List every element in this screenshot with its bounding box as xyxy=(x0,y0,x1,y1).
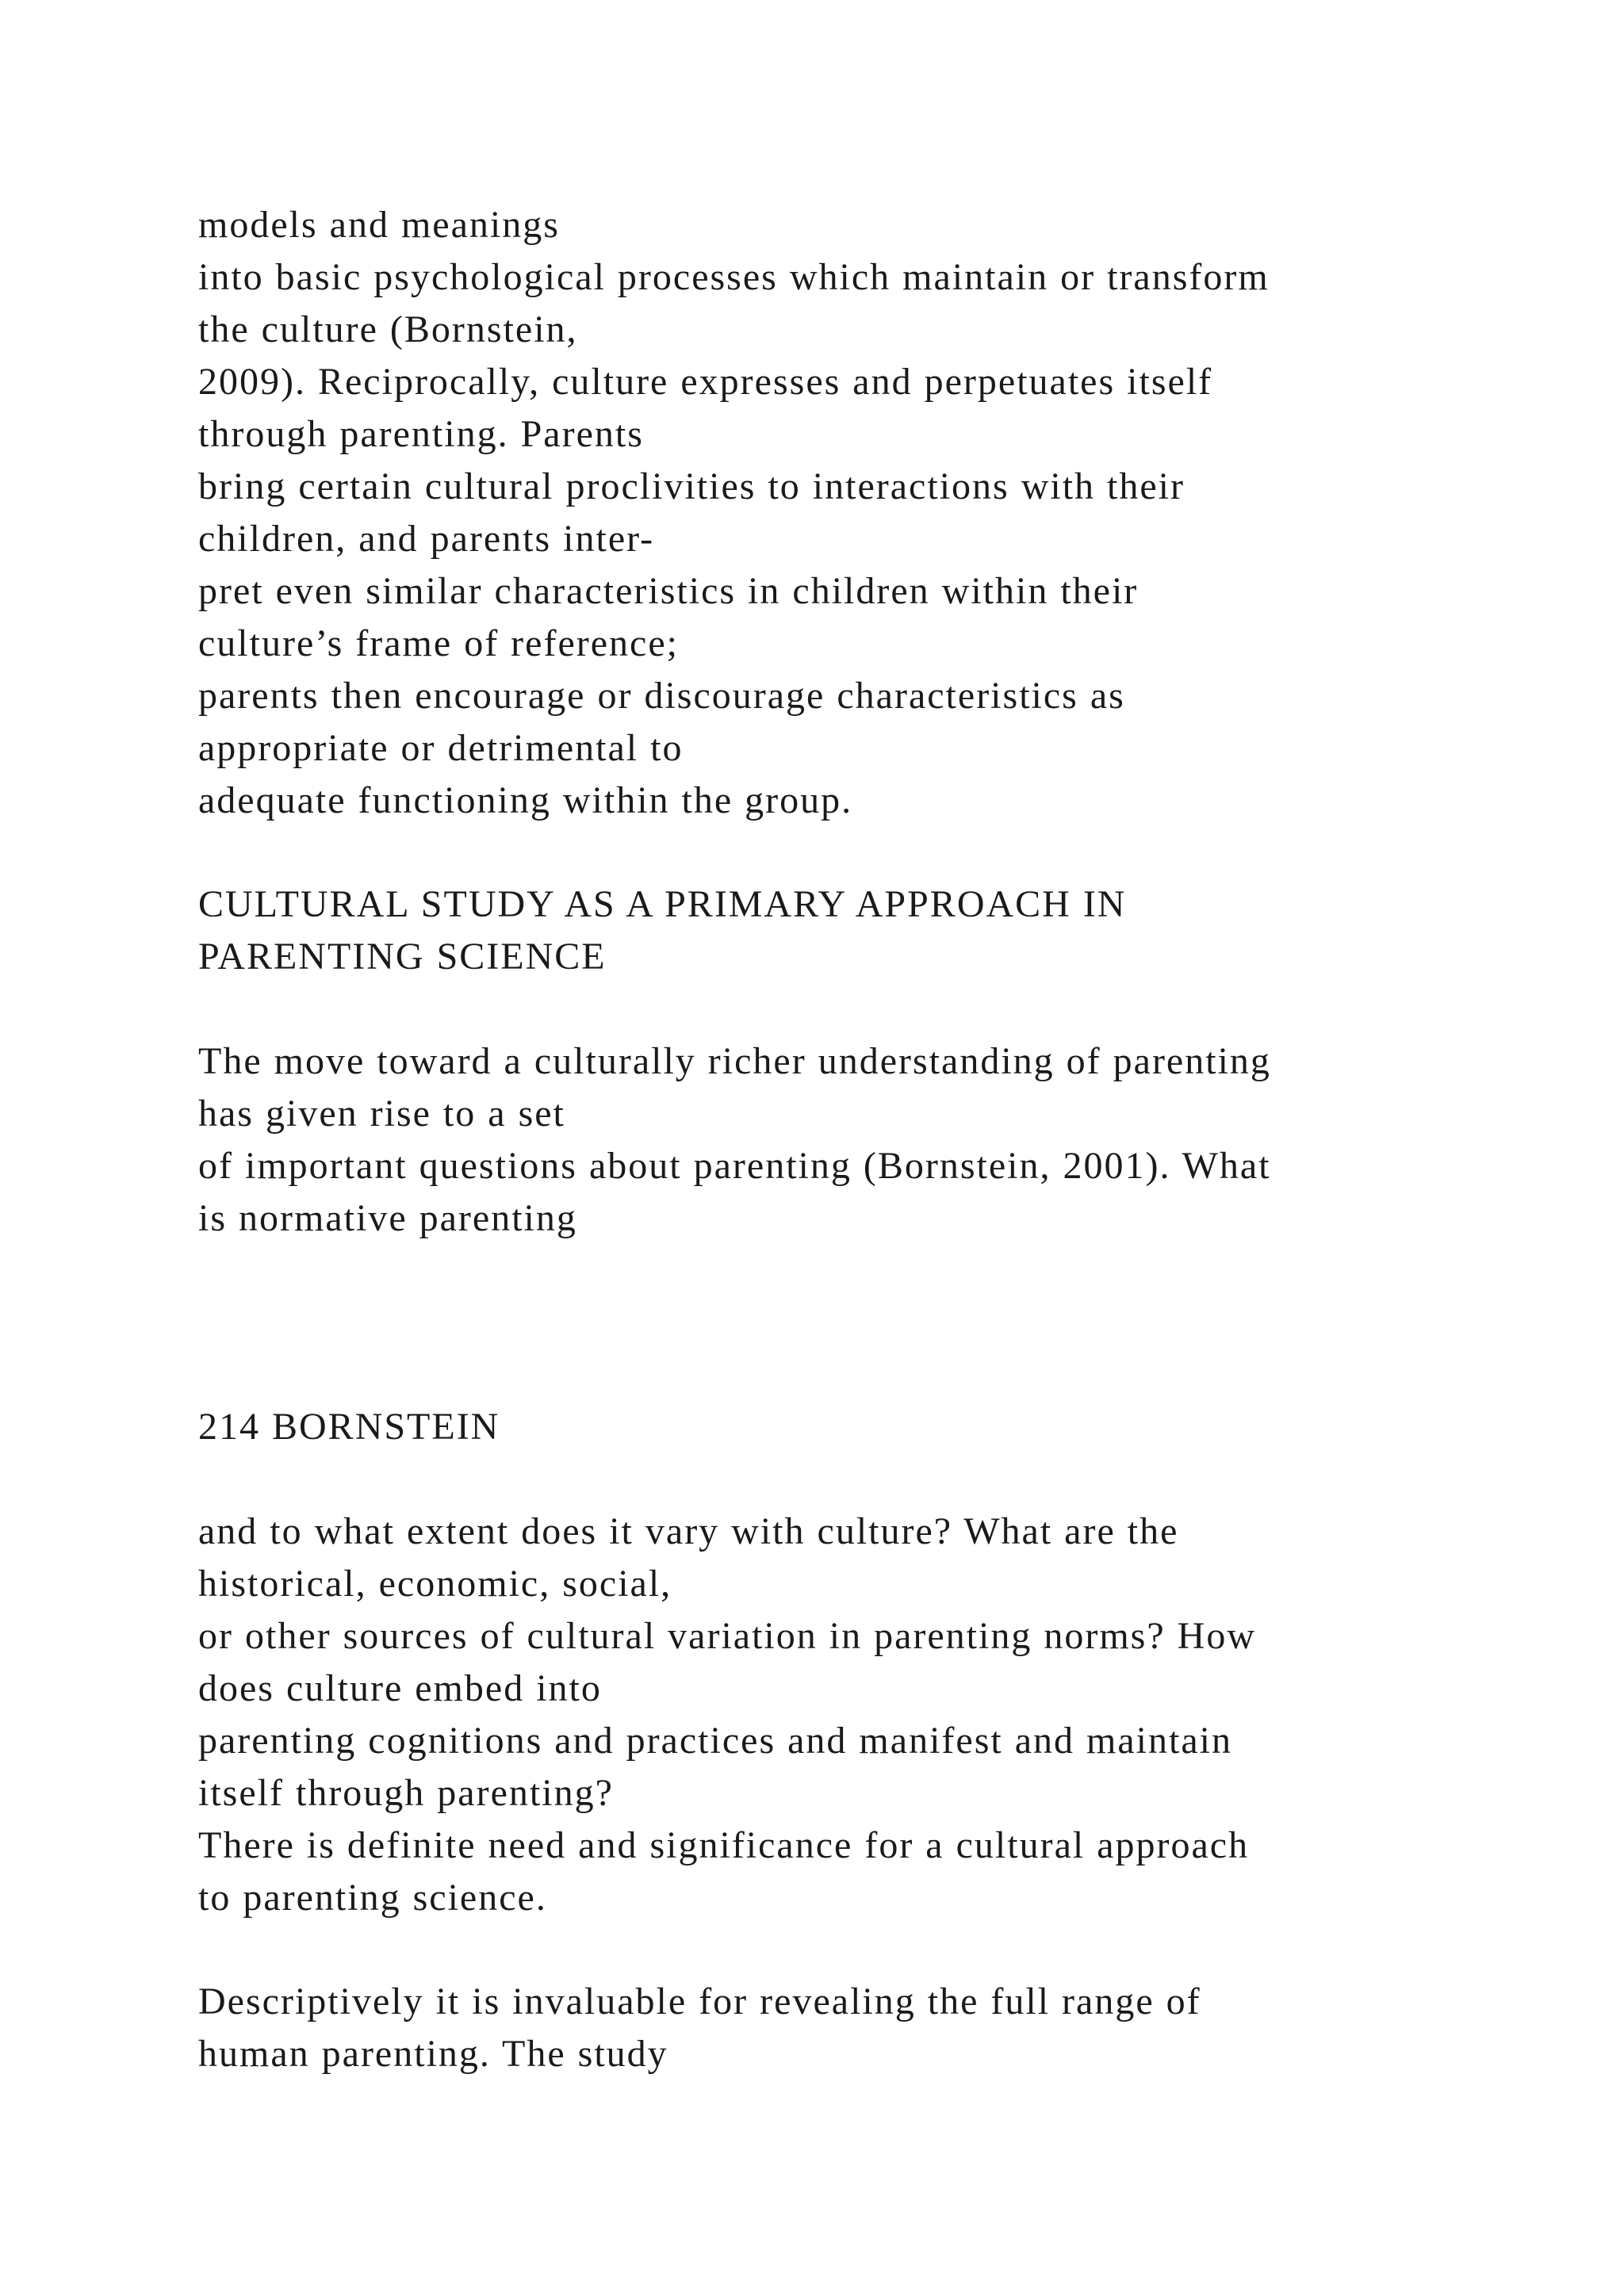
text-line: There is definite need and significance for a cultural approach xyxy=(198,1824,1250,1866)
running-header: 214 BORNSTEIN xyxy=(198,1406,500,1448)
text-line: through parenting. Parents xyxy=(198,413,644,455)
text-line: to parenting science. xyxy=(198,1877,547,1919)
text-line: bring certain cultural proclivities to interactions with their xyxy=(198,465,1185,507)
text-line: the culture (Bornstein, xyxy=(198,308,578,350)
text-line: historical, economic, social, xyxy=(198,1563,672,1605)
text-line: adequate functioning within the group. xyxy=(198,779,853,821)
section-heading: PARENTING SCIENCE xyxy=(198,936,607,978)
text-line: or other sources of cultural variation in parenting norms? How xyxy=(198,1615,1256,1657)
text-line: pret even similar characteristics in children within their xyxy=(198,570,1139,612)
text-line: is normative parenting xyxy=(198,1197,577,1239)
section-heading: CULTURAL STUDY AS A PRIMARY APPROACH IN xyxy=(198,883,1127,925)
text-line: culture’s frame of reference; xyxy=(198,622,679,664)
text-line: The move toward a culturally richer understanding of parenting xyxy=(198,1040,1271,1082)
text-line: and to what extent does it vary with culture? What are the xyxy=(198,1510,1179,1552)
text-line: into basic psychological processes which maintain or transform xyxy=(198,256,1270,298)
text-line: 2009). Reciprocally, culture expresses and perpetuates itself xyxy=(198,361,1213,403)
text-line: has given rise to a set xyxy=(198,1093,565,1135)
text-line: Descriptively it is invaluable for revealing the full range of xyxy=(198,1980,1201,2022)
text-line: of important questions about parenting (Bornstein, 2001). What xyxy=(198,1145,1271,1187)
text-line: human parenting. The study xyxy=(198,2033,668,2075)
text-line: parenting cognitions and practices and manifest and maintain xyxy=(198,1720,1232,1762)
text-line: models and meanings xyxy=(198,204,560,246)
text-line: does culture embed into xyxy=(198,1667,602,1709)
text-line: appropriate or detrimental to xyxy=(198,727,684,769)
text-line: children, and parents inter- xyxy=(198,518,655,560)
text-line: parents then encourage or discourage characteristics as xyxy=(198,675,1125,717)
text-line: itself through parenting? xyxy=(198,1772,614,1814)
